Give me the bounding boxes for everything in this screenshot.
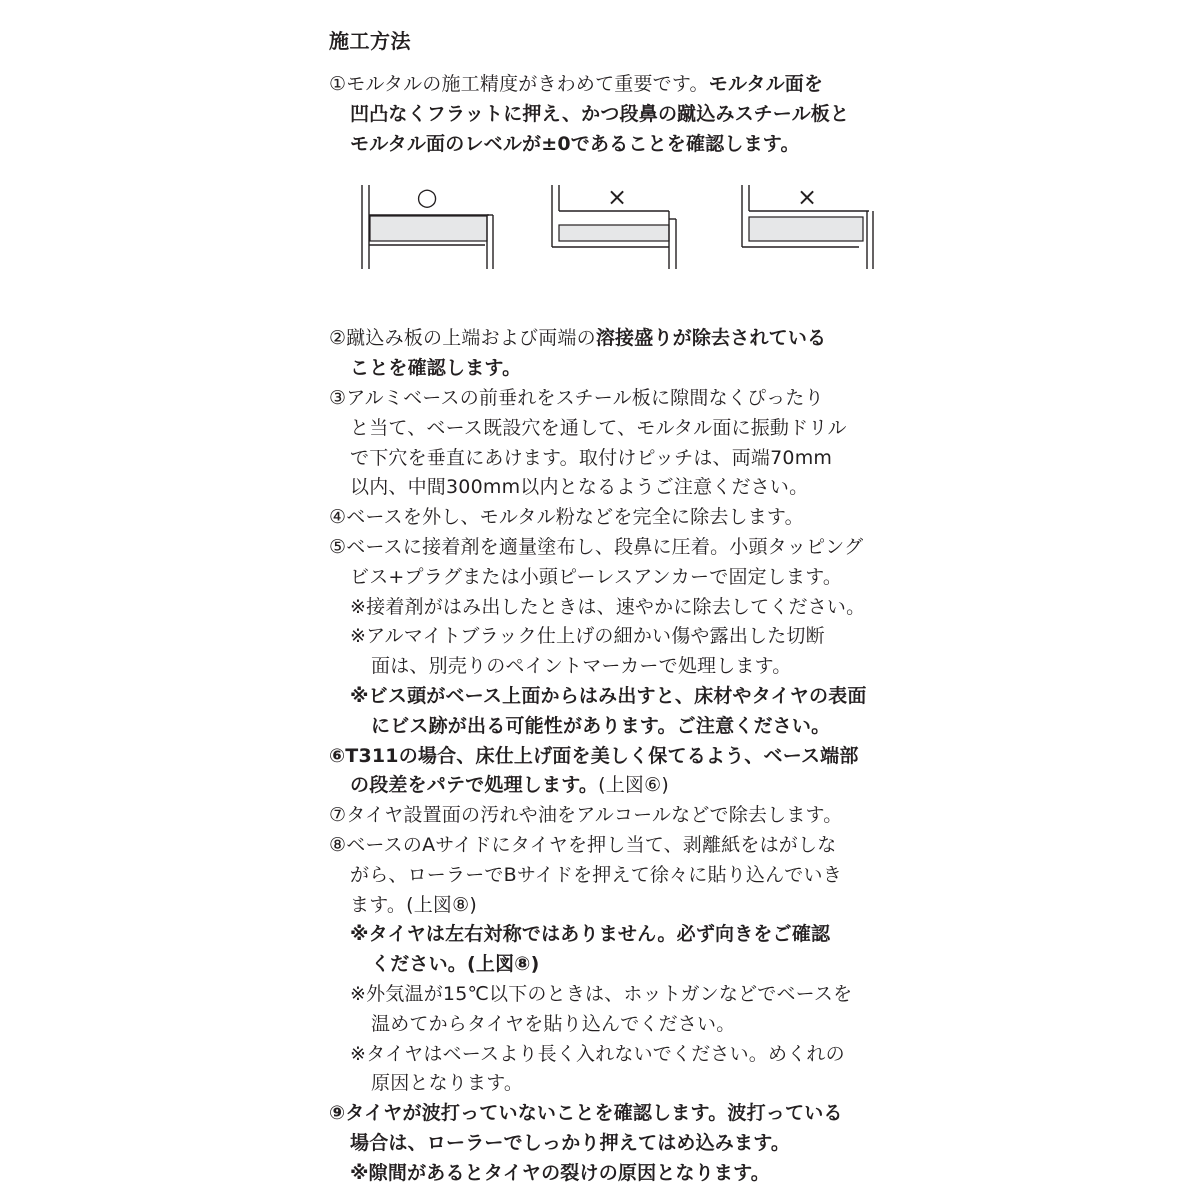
- step-5-line-1: ⑤ベースに接着剤を適量塗布し、段鼻に圧着。小頭タッピング: [329, 535, 864, 558]
- step-1-line-1: [329, 70, 909, 100]
- step-8-line-1: ⑧ベースのAサイドにタイヤを押し当て、剥離紙をはがしな: [329, 833, 837, 856]
- step-9-line-2: 場合は、ローラーでしっかり押えてはめ込みます。: [350, 1131, 791, 1154]
- step-3-line-2: と当て、ベース既設穴を通して、モルタル面に振動ドリル: [350, 416, 847, 439]
- step-5-note-1: ※接着剤がはみ出したときは、速やかに除去してください。: [350, 595, 866, 618]
- step-8-note-2-line-2: 温めてからタイヤを貼り込んでください。: [371, 1012, 736, 1035]
- step-6-emphasis: の段差をパテで処理します。: [350, 774, 599, 797]
- step-2-line-2: ことを確認します。: [350, 357, 522, 380]
- step-2-emphasis: 溶接盛りが除去されている: [595, 327, 827, 350]
- step-5-note-3-line-1: ※ビス頭がベース上面からはみ出すと、床材やタイヤの表面: [350, 684, 867, 707]
- step-6: [329, 742, 909, 802]
- diagram-wrong-low: [549, 181, 689, 271]
- step-8-note-1-line-2: ください。(上図⑧): [371, 953, 540, 976]
- step-6-line-1: ⑥T311の場合、床仕上げ面を美しく保てるよう、ベース端部: [329, 744, 859, 767]
- step-2-text: ②蹴込み板の上端および両端の: [329, 327, 596, 350]
- step-5: [329, 533, 909, 742]
- step-8: [329, 831, 909, 1099]
- diagram-wrong-high: [739, 181, 879, 271]
- step-9-line-1: ⑨タイヤが波打っていないことを確認します。波打っている: [329, 1102, 843, 1125]
- step-2: [329, 324, 909, 384]
- section-heading: 施工方法: [329, 29, 411, 53]
- wrong-mark-1: ×: [606, 183, 628, 212]
- step-1-line-2: 凹凸なくフラットに押え、かつ段鼻の蹴込みスチール板と: [350, 102, 850, 125]
- step-4: [329, 503, 909, 533]
- step-1-emphasis: モルタル面を: [708, 73, 824, 95]
- step-8-note-1-line-1: ※タイヤは左右対称ではありません。必ず向きをご確認: [350, 923, 831, 946]
- step-5-note-2-line-1: ※アルマイトブラック仕上げの細かい傷や露出した切断: [350, 625, 825, 648]
- step-5-note-3-line-2: にビス跡が出る可能性があります。ご注意ください。: [371, 714, 831, 737]
- step-7-line-1: ⑦タイヤ設置面の汚れや油をアルコールなどで除去します。: [329, 804, 843, 827]
- document-body: [329, 26, 909, 1189]
- step-3-line-4: 以内、中間300mm以内となるようご注意ください。: [350, 476, 809, 499]
- wrong-mark-2: ×: [796, 183, 818, 212]
- diagram-correct: [359, 181, 499, 271]
- step-4-line-1: ④ベースを外し、モルタル粉などを完全に除去します。: [329, 506, 804, 529]
- step-3: [329, 384, 909, 503]
- step-8-note-3-line-2: 原因となります。: [371, 1072, 524, 1095]
- step-8-note-2-line-1: ※外気温が15℃以下のときは、ホットガンなどでベースを: [350, 982, 853, 1005]
- step-3-line-3: で下穴を垂直にあけます。取付けピッチは、両端70mm: [350, 446, 833, 469]
- step-5-note-2-line-2: 面は、別売りのペイントマーカーで処理します。: [371, 655, 792, 678]
- step-8-line-3: ます。(上図⑧): [350, 893, 477, 916]
- step-6-line-2: [329, 771, 909, 801]
- correct-mark: ○: [416, 183, 438, 212]
- step-1-text: ①モルタルの施工精度がきわめて重要です。: [329, 73, 709, 95]
- step-8-line-2: がら、ローラーでBサイドを押えて徐々に貼り込んでいき: [350, 863, 842, 886]
- step-3-line-1: ③アルミベースの前垂れをスチール板に隙間なくぴったり: [329, 386, 824, 409]
- step-1: [329, 70, 909, 159]
- step-7: [329, 801, 909, 831]
- step-1-line-3: モルタル面のレベルが±0であることを確認します。: [350, 132, 800, 155]
- step-6-reference: (上図⑥): [598, 774, 669, 797]
- step-8-note-3-line-1: ※タイヤはベースより長く入れないでください。めくれの: [350, 1042, 845, 1065]
- level-diagrams: [329, 159, 889, 324]
- step-5-line-2: ビス+プラグまたは小頭ピーレスアンカーで固定します。: [350, 565, 843, 588]
- step-9-note-1: ※隙間があるとタイヤの裂けの原因となります。: [350, 1161, 770, 1184]
- step-9: [329, 1099, 909, 1188]
- step-2-line-1: [329, 324, 909, 354]
